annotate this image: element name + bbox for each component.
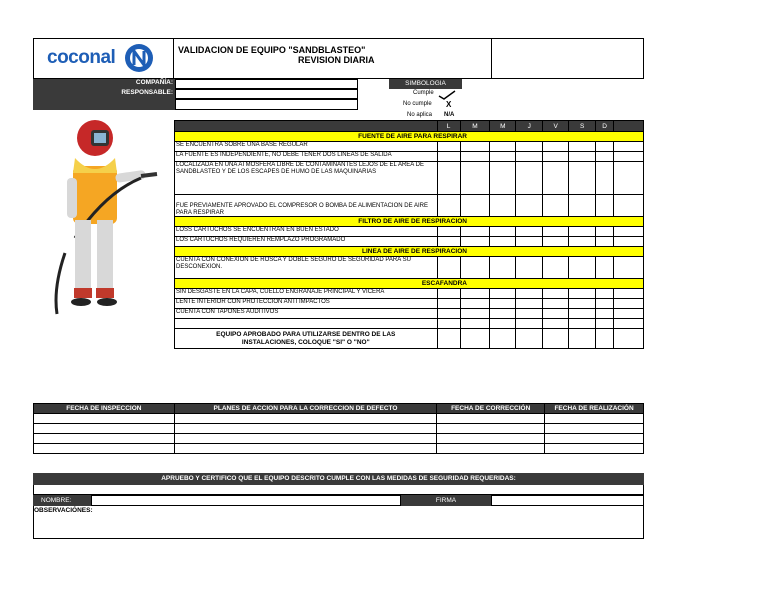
table-row [34,444,644,454]
name-label: NOMBRE: [33,495,91,506]
legend-title: SIMBOLOGIA [389,79,462,89]
checklist-row: LOSS CARTUCHOS SE ENCUENTRAN EN BUEN ESTADO [175,227,644,237]
checklist-row: CUENTA CON TAPONES AUDITIVOS [175,309,644,319]
responsible-label: RESPONSABLE: [33,89,175,99]
info-blank-input[interactable] [175,99,358,110]
days-header-row [175,121,644,132]
section-header: FUENTE DE AIRE PARA RESPIRAR [175,132,644,142]
brand-logo-icon [124,43,154,73]
logo [34,39,174,78]
actions-header: PLANES DE ACCION PARA LA CORRECCION DE DEFECTO [174,404,436,414]
sandblaster-worker-image [45,118,165,318]
company-label: COMPAÑÍA: [33,79,175,89]
name-input[interactable] [91,495,401,506]
responsible-input[interactable] [175,89,358,99]
checklist-table [174,120,644,349]
day-header: V [543,121,569,132]
day-header: M [490,121,516,132]
signature-label: FIRMA [401,495,491,506]
section-header: LINEA DE AIRE DE RESPIRACION [175,247,644,257]
signature-input[interactable] [491,495,644,506]
page-title: VALIDACION DE EQUIPO "SANDBLASTEO" REVISION DIARIA [178,45,375,65]
observations-label: OBSERVACIÓNES: [34,507,93,514]
approval-text: EQUIPO APROBADO PARA UTILIZARSE DENTRO DE LAS INSTALACIONES, COLOQUE "SI" O "NO" [175,329,438,349]
checklist-row: LENTE INTERIOR CON PROTECCION ANTI IMPACTOS [175,299,644,309]
checklist-row: LOS CARTUCHOS REQUIEREN REMPLAZO PROGRAMADO [175,237,644,247]
info-blank-row [33,99,175,110]
certify-title: APRUEBO Y CERTIFICO QUE EL EQUIPO DESCRITO CUMPLE CON LAS MEDIDAS DE SEGURIDAD REQUERIDAS: [33,473,644,485]
header-right-box [491,38,492,79]
table-row [34,434,644,444]
approval-row [175,329,644,349]
checklist-row [175,319,644,329]
section-header: ESCAFANDRA [175,279,644,289]
check-icon [438,90,456,100]
day-header: L [437,121,460,132]
day-header: S [569,121,596,132]
checklist-row: LOCALIZADA EN UNA ATMOSFERA LIBRE DE CONTAMINANTES LEJOS DE EL AREA DE SANDBLASTEO Y DE LOS ESCAPES DE HUMO DE LAS MAQUINARIAS [175,162,644,195]
table-row [34,424,644,434]
day-header: D [596,121,614,132]
checklist-row: FUE PREVIAMENTE APROVADO EL COMPRESOR O BOMBA DE ALIMENTACION DE AIRE PARA RESPIRAR [175,195,644,217]
checklist-row: LA FUENTE ES INDEPENDIENTE, NO DEBE TENER DOS LINEAS DE SALIDA [175,152,644,162]
checklist-row: SIN DESGASTE EN LA CAPA, CUELLO ENGRANAJE PRINCIPAL Y VICERA [175,289,644,299]
checklist-row: CUENTA CON CONEXION DE ROSCA Y DOBLE SEGURO DE SEGURIDAD PARA SU DESCONEXION. [175,257,644,279]
actions-header: FECHA DE REALIZACIÓN [545,404,644,414]
company-input[interactable] [175,79,358,89]
day-header: J [516,121,543,132]
certify-divider [33,485,644,495]
actions-header: FECHA DE CORRECCIÓN [437,404,545,414]
section-header: FILTRO DE AIRE DE RESPIRACION [175,217,644,227]
checklist-row: SE ENCUENTRA SOBRE UNA BASE REGULAR [175,142,644,152]
brand-name: coconal [47,47,116,68]
table-row [34,414,644,424]
actions-table [33,403,644,454]
actions-header: FECHA DE INSPECCION [34,404,175,414]
day-header: M [460,121,490,132]
